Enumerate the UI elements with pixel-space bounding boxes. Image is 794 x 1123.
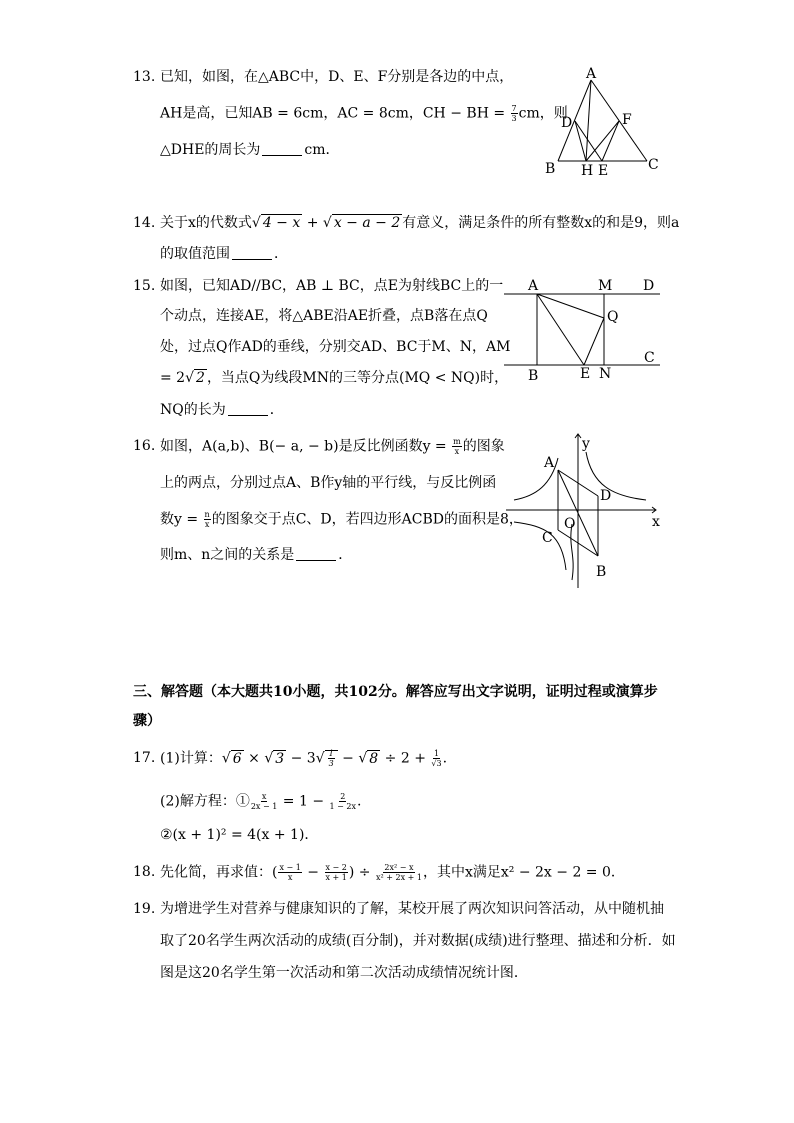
q16-label-y: y — [582, 436, 590, 452]
q15-label-D: D — [643, 278, 655, 294]
q14-line1: 关于x的代数式√ 4 − x + √ x − a − 2 有意义，满足条件的所有整数x的和是9，则a — [160, 215, 680, 231]
q13-answer-blank — [262, 141, 302, 156]
q15-label-B: B — [528, 368, 539, 384]
q19-line3: 图是这20名学生第一次活动和第二次活动成绩情况统计图． — [160, 965, 528, 981]
q15-number: 15. — [133, 278, 156, 294]
q16-label-x: x — [652, 514, 660, 530]
q13-triangle-figure — [540, 66, 665, 180]
q15-figure — [500, 274, 665, 386]
section3-title: 三、解答题（本大题共10小题，共102分。解答应写出文字说明，证明过程或演算步 — [133, 684, 658, 700]
q15-label-E: E — [580, 366, 591, 382]
q16-label-B: B — [596, 564, 607, 580]
q16-line3: 数y = $\frac{n}{x}$ 的图象交于点C、D，若四边形ACBD的面积是8， — [160, 510, 523, 529]
q15-label-N: N — [599, 366, 612, 382]
q14-answer-blank — [232, 245, 272, 260]
q16-number: 16. — [133, 438, 156, 454]
q16-line4: 则m、n之间的关系是 ． — [160, 547, 353, 563]
q15-line1: 如图，已知AD//BC，AB ⊥ BC，点E为射线BC上的一 — [160, 278, 504, 294]
q18-line1: 先化简，再求值：( $\frac{x - 1}{x}$ − $\frac{x - 2}{x + 1}$ ) ÷ $\frac{\text{2x² − x}}{\text{x² + 2x + 1}}$ ，其中x满足x² − 2x − 2 = 0． — [160, 863, 625, 882]
q15-line4: = 2√ 2 ，当点Q为线段MN的三等分点(MQ < NQ)时， — [160, 370, 509, 386]
q13-number: 13. — [133, 69, 156, 85]
q15-line5: NQ的长为 ． — [160, 402, 284, 418]
q13-label-F: F — [622, 112, 632, 128]
q17-line2: (2)解方程：① $\frac{x}{2x - 1}$ = 1 − $\frac{2}{1 - 2x}$ . — [160, 792, 362, 811]
q13-label-B: B — [545, 161, 556, 177]
q15-answer-blank — [228, 401, 268, 416]
q13-label-D: D — [561, 115, 573, 131]
q13-line3: △DHE的周长为 cm． — [160, 142, 340, 158]
q13-line2 — [160, 104, 568, 123]
q17-number: 17. — [133, 750, 156, 766]
q16-label-A: A — [544, 455, 555, 471]
q13-line1: 已知，如图，在△ABC中，D、E、F分别是各边的中点， — [160, 69, 514, 85]
q14-number: 14. — [133, 215, 156, 231]
q15-label-A: A — [528, 278, 539, 294]
q16-answer-blank — [296, 546, 336, 561]
q13-label-A: A — [586, 66, 597, 82]
q16-line2: 上的两点，分别过点A、B作y轴的平行线，与反比例函 — [160, 475, 497, 491]
q13-label-H: H — [581, 163, 594, 179]
q19-number: 19. — [133, 901, 156, 917]
q13-line2a: AH是高，已知AB = 6cm，AC = 8cm，CH − BH = — [160, 105, 510, 122]
q16-figure — [506, 430, 662, 592]
q13-fraction: $\frac{7}{3}$ — [511, 104, 517, 123]
q13-label-E: E — [598, 163, 609, 179]
section3-title-cont: 骤） — [133, 713, 161, 729]
q17-line1: (1)计算：√ 6 × √ 3 − 3√ $\frac{1}{3}$ − √ 8 ÷ 2 + $\frac{1}{√3}$ . — [160, 749, 448, 768]
q16-label-D: D — [600, 488, 612, 504]
q15-label-C: C — [644, 350, 655, 366]
q16-label-O: O — [564, 516, 576, 532]
q15-line2: 个动点，连接AE，将△ABE沿AE折叠，点B落在点Q — [160, 308, 488, 324]
q18-number: 18. — [133, 864, 156, 880]
q16-line1: 如图，A(a,b)、B(− a, − b)是反比例函数y = $\frac{m}{x}$ 的图象 — [160, 437, 505, 456]
q19-line1: 为增进学生对营养与健康知识的了解，某校开展了两次知识问答活动，从中随机抽 — [160, 901, 664, 917]
q17-line3: ②(x + 1)² = 4(x + 1)． — [160, 827, 319, 843]
q14-line2: 的取值范围 ． — [160, 246, 288, 262]
q13-line2b: cm，则 — [518, 105, 568, 122]
q15-line3: 处，过点Q作AD的垂线，分别交AD、BC于M、N，AM — [160, 339, 511, 355]
q19-line2: 取了20名学生两次活动的成绩(百分制)，并对数据(成绩)进行整理、描述和分析．如 — [160, 933, 676, 949]
q15-label-Q: Q — [607, 309, 619, 325]
q16-label-C: C — [542, 530, 553, 546]
q15-label-M: M — [598, 278, 613, 294]
q13-label-C: C — [648, 157, 659, 173]
